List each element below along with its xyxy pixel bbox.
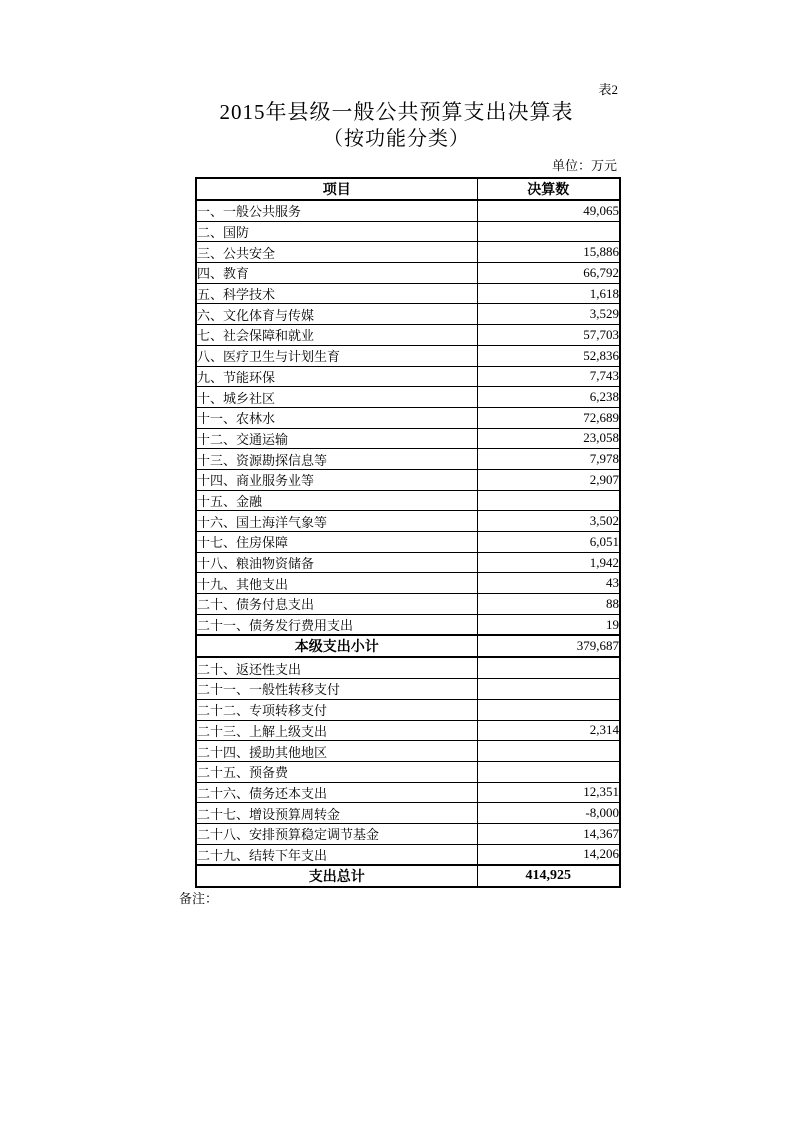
column-header-amount: 决算数 [477, 178, 620, 200]
row-label: 二十二、专项转移支付 [196, 699, 477, 720]
table-row [196, 221, 620, 242]
row-value: 6,051 [477, 532, 620, 553]
table-row [196, 490, 620, 511]
row-value: 2,907 [477, 469, 620, 490]
row-value: 1,618 [477, 283, 620, 304]
unit-note: 单位：万元 [551, 158, 617, 173]
row-label: 二十三、上解上级支出 [196, 720, 477, 741]
row-label: 七、社会保障和就业 [196, 325, 477, 346]
row-label: 十、城乡社区 [196, 387, 477, 408]
table-row [196, 594, 620, 615]
table-row [196, 366, 620, 387]
total-value: 414,925 [477, 865, 620, 887]
table-row [196, 325, 620, 346]
subtotal-value: 379,687 [477, 635, 620, 657]
table-row [196, 720, 620, 741]
table-header-row [196, 178, 620, 200]
row-value: 66,792 [477, 263, 620, 284]
row-value: 72,689 [477, 407, 620, 428]
row-value: 14,367 [477, 823, 620, 844]
row-value: 43 [477, 573, 620, 594]
row-label: 一、一般公共服务 [196, 200, 477, 221]
row-label: 十七、住房保障 [196, 532, 477, 553]
row-label: 十四、商业服务业等 [196, 469, 477, 490]
row-value: 19 [477, 614, 620, 635]
table-row-total [196, 865, 620, 887]
table-row [196, 699, 620, 720]
table-row [196, 511, 620, 532]
row-label: 二十、返还性支出 [196, 657, 477, 678]
row-value: 7,743 [477, 366, 620, 387]
row-label: 九、节能环保 [196, 366, 477, 387]
table-row [196, 469, 620, 490]
row-label: 十五、金融 [196, 490, 477, 511]
table-row [196, 552, 620, 573]
row-value [477, 741, 620, 762]
table-row [196, 449, 620, 470]
row-label: 六、文化体育与传媒 [196, 304, 477, 325]
row-label: 十二、交通运输 [196, 428, 477, 449]
row-label: 十六、国土海洋气象等 [196, 511, 477, 532]
row-value: 6,238 [477, 387, 620, 408]
table-row [196, 345, 620, 366]
row-label: 三、公共安全 [196, 242, 477, 263]
table-row [196, 782, 620, 803]
row-value: 14,206 [477, 844, 620, 865]
table-row [196, 263, 620, 284]
table-row [196, 844, 620, 865]
row-value: 88 [477, 594, 620, 615]
table-body [196, 200, 620, 887]
table-row [196, 573, 620, 594]
column-header-item: 项目 [196, 178, 477, 200]
table-row [196, 200, 620, 221]
row-value [477, 657, 620, 678]
table-row [196, 387, 620, 408]
table-row [196, 304, 620, 325]
row-label: 十八、粮油物资储备 [196, 552, 477, 573]
row-label: 二、国防 [196, 221, 477, 242]
table-row [196, 407, 620, 428]
remark-label: 备注： [179, 891, 219, 906]
table-row [196, 803, 620, 824]
table-row [196, 614, 620, 635]
table-row [196, 532, 620, 553]
budget-table [195, 177, 621, 888]
document-title: 2015年县级一般公共预算支出决算表 [219, 100, 574, 124]
sheet-number-label: 表2 [598, 82, 618, 97]
table-row [196, 283, 620, 304]
row-label: 二十一、一般性转移支付 [196, 679, 477, 700]
subtotal-label: 本级支出小计 [196, 635, 477, 657]
row-label: 十三、资源勘探信息等 [196, 449, 477, 470]
document-subtitle: （按功能分类） [323, 128, 470, 150]
table-row [196, 679, 620, 700]
row-value [477, 761, 620, 782]
table-row [196, 823, 620, 844]
row-value [477, 221, 620, 242]
row-label: 四、教育 [196, 263, 477, 284]
row-value: 3,502 [477, 511, 620, 532]
row-label: 十一、农林水 [196, 407, 477, 428]
table-row [196, 428, 620, 449]
row-value: 23,058 [477, 428, 620, 449]
row-label: 二十八、安排预算稳定调节基金 [196, 823, 477, 844]
row-value: 15,886 [477, 242, 620, 263]
row-label: 五、科学技术 [196, 283, 477, 304]
row-value: -8,000 [477, 803, 620, 824]
row-value: 7,978 [477, 449, 620, 470]
row-label: 二十、债务付息支出 [196, 594, 477, 615]
row-value [477, 699, 620, 720]
row-label: 二十六、债务还本支出 [196, 782, 477, 803]
table-row [196, 657, 620, 678]
table-row [196, 761, 620, 782]
row-label: 二十五、预备费 [196, 761, 477, 782]
row-value: 1,942 [477, 552, 620, 573]
row-label: 二十四、援助其他地区 [196, 741, 477, 762]
row-label: 二十九、结转下年支出 [196, 844, 477, 865]
row-value: 3,529 [477, 304, 620, 325]
row-value: 49,065 [477, 200, 620, 221]
table-row-subtotal [196, 635, 620, 657]
table-row [196, 242, 620, 263]
row-value [477, 490, 620, 511]
row-label: 二十一、债务发行费用支出 [196, 614, 477, 635]
table-row [196, 741, 620, 762]
total-label: 支出总计 [196, 865, 477, 887]
row-value: 2,314 [477, 720, 620, 741]
row-value: 52,836 [477, 345, 620, 366]
row-label: 二十七、增设预算周转金 [196, 803, 477, 824]
row-value: 12,351 [477, 782, 620, 803]
row-label: 十九、其他支出 [196, 573, 477, 594]
row-value [477, 679, 620, 700]
row-value: 57,703 [477, 325, 620, 346]
title-block [0, 98, 793, 152]
row-label: 八、医疗卫生与计划生育 [196, 345, 477, 366]
